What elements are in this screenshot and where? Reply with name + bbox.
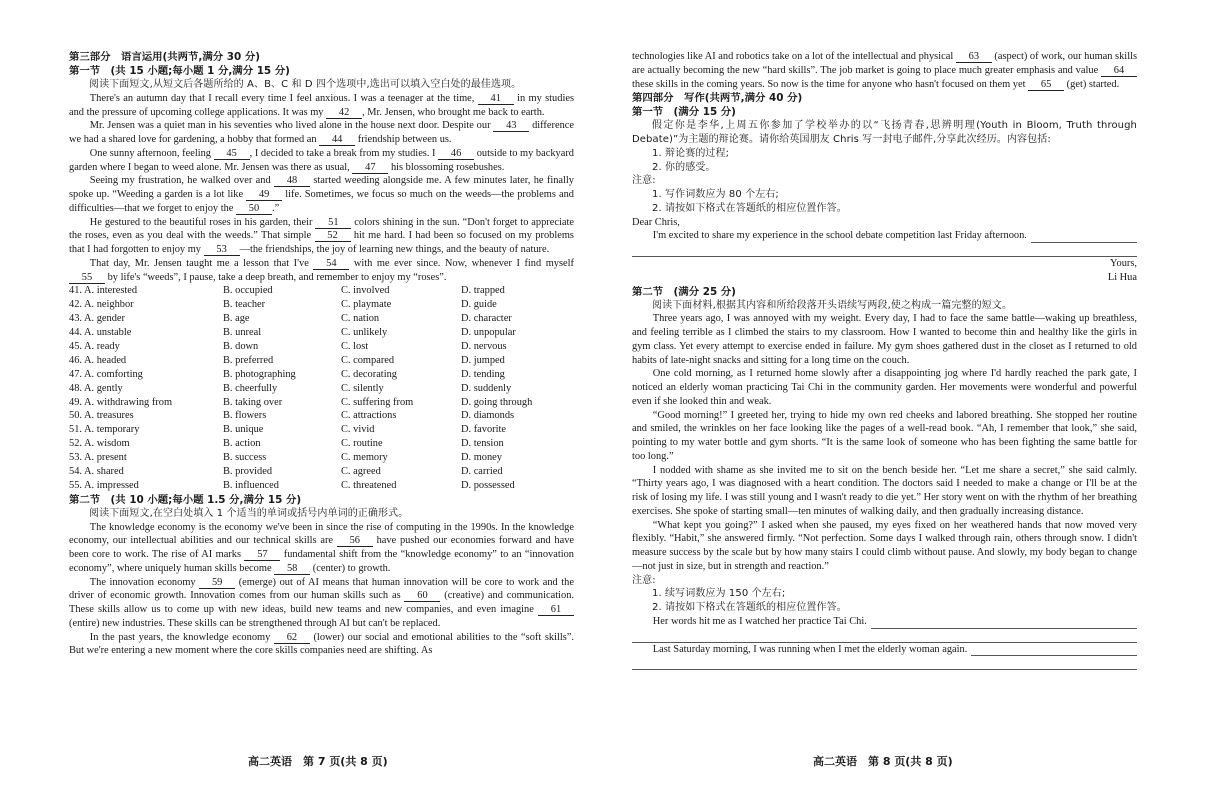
left-column: [69, 50, 574, 750]
option-choice[interactable]: B. occupied: [223, 285, 273, 297]
writing1-heading: 第一节 (满分 15 分): [632, 106, 736, 119]
option-choice[interactable]: D. guide: [461, 299, 497, 311]
option-choice[interactable]: D. trapped: [461, 285, 505, 297]
option-choice[interactable]: D. favorite: [461, 424, 507, 436]
option-choice[interactable]: D. tending: [461, 368, 505, 380]
option-choice[interactable]: C. suffering from: [341, 396, 414, 408]
option-row: [69, 284, 574, 298]
passage-text: In the past years, the knowledge economy: [89, 631, 274, 643]
blank-50[interactable]: 50: [236, 203, 272, 215]
writing1-prompt: 假定你是李华,上周五你参加了学校举办的以“飞扬青春,思辨明理(Youth in Bloom, Truth through Debate)”为主题的辩论赛。请你给英国朋友 Chris 写一封电子邮件,分享此次经历。内容包括:: [632, 120, 1137, 145]
writing1-note-1: 1. 写作词数应为 80 个左右;: [652, 189, 779, 200]
option-row: [69, 368, 574, 382]
option-choice[interactable]: D. going through: [461, 396, 533, 408]
blank-61[interactable]: 61: [538, 604, 574, 616]
option-row: [69, 465, 574, 479]
passage-text: have pushed our economies forward and have been core to work. The rise of AI marks: [69, 535, 574, 561]
passage-text: technologies like AI and robotics take on a lot of the intellectual and physical: [632, 51, 956, 62]
option-choice[interactable]: C. lost: [341, 340, 369, 352]
section1-instructions: 阅读下面短文,从短文后各题所给的 A、B、C 和 D 四个选项中,选出可以填入空白处的最佳选项。: [89, 79, 522, 90]
story-paragraph: “What kept you going?” I asked when she paused, my eyes fixed on her weathered hands that now moved very flexibly. “Habit,” she answered firmly. “Not perfection. Some days I walked through rain, others through snow. I didn't measure success by the scale but by how many stairs I could climb without pause. And slowly, my body began to change—not just in size, but in strength and reaction.”: [632, 519, 1137, 572]
option-choice[interactable]: D. carried: [461, 466, 503, 478]
option-choice[interactable]: C. vivid: [341, 424, 375, 436]
exam-page-8: [603, 0, 1205, 800]
option-choice[interactable]: B. preferred: [223, 354, 274, 366]
option-choice[interactable]: B. cheerfully: [223, 382, 278, 394]
option-choice[interactable]: 49. A. withdrawing from: [69, 396, 173, 408]
passage-text: colors shining in the sun. “Don't forget to appreciate the roses, even as you deal with the weeds.” That simple: [69, 216, 574, 242]
blank-59[interactable]: 59: [199, 577, 235, 589]
story-paragraph: Three years ago, I was annoyed with my weight. Every day, I had to face the same battle—waking up breathless, and feeling terrible as I climbed the stairs to my classroom. How I wanted to become thin and healthy like the girls in gym class. Yet every attempt to exercise ended in failure. My gym shoes gathered dust in the closet as I returned to old habits of late-night snacks and sitting for a long time on the couch.: [632, 313, 1137, 366]
option-choice[interactable]: B. unique: [223, 424, 264, 436]
answer-line[interactable]: [971, 645, 1137, 656]
cloze-paragraph: [69, 147, 574, 175]
passage-text: these skills in the coming years. So now is the time for anyone who hasn't focused on them yet: [632, 78, 1029, 90]
option-choice[interactable]: B. provided: [223, 466, 273, 478]
writing2-heading: 第二节 (满分 25 分): [632, 285, 736, 298]
cloze-options: [69, 284, 574, 493]
blank-58[interactable]: 58: [274, 563, 310, 575]
option-choice[interactable]: 43. A. gender: [69, 313, 125, 325]
blank-62[interactable]: 62: [274, 632, 310, 644]
passage-text: One sunny afternoon, feeling: [89, 147, 214, 159]
page-footer-8: 高二英语 第 8 页(共 8 页): [813, 755, 953, 768]
story-paragraph: I nodded with shame as she invited me to sit on the bench beside her. “Let me share a secret,” she said calmly. “Thirty years ago, I was diagnosed with a heart condition. The doctors said I needed to make a change or I'll be at the risk of losing my life. I was still young and I wasn't ready to die yet.” Her story went on with the rhythm of her breathing exercises. She spoke of starting small—ten minutes of walking daily, and then gradually increasing distance.: [632, 464, 1137, 517]
passage-text: fundamental shift from the “knowledge economy” to an “innovation economy”, where uniquely human skills become: [69, 549, 574, 574]
option-row: [69, 396, 574, 410]
passage-text: —the friendships, the joy of learning new things, and the beauty of nature.: [239, 244, 550, 255]
option-row: [69, 382, 574, 396]
passage-text: .”: [271, 202, 280, 214]
blank-49[interactable]: 49: [246, 189, 282, 201]
option-row: [69, 326, 574, 340]
passage-text: (center) to growth.: [310, 562, 391, 574]
writing2-note-2: 2. 请按如下格式在答题纸的相应位置作答。: [652, 602, 847, 613]
part4-heading: 第四部分 写作(共两节,满分 40 分): [632, 92, 803, 105]
blank-56[interactable]: 56: [337, 535, 373, 547]
option-choice[interactable]: D. unpopular: [461, 326, 516, 338]
option-choice[interactable]: D. nervous: [461, 340, 507, 352]
page-footer-7: 高二英语 第 7 页(共 8 页): [248, 755, 388, 768]
option-choice[interactable]: D. possessed: [461, 479, 515, 491]
answer-line[interactable]: [1031, 232, 1137, 243]
writing1-note-label: 注意:: [632, 175, 656, 187]
blank-42[interactable]: 42: [326, 107, 362, 119]
continuation-para1-line[interactable]: [632, 615, 1137, 629]
letter-start-text: I'm excited to share my experience in the school debate competition last Friday afternoon.: [652, 230, 1027, 242]
blank-53[interactable]: 53: [204, 244, 240, 256]
passage-text: Seeing my frustration, he walked over and: [89, 175, 275, 187]
option-choice[interactable]: 42. A. neighbor: [69, 299, 134, 311]
passage-text: , Mr. Jensen, who brought me back to earth.: [362, 106, 545, 118]
story-paragraph: “Good morning!” I greeted her, trying to hide my own red cheeks and labored breathing. She stopped her routine and smiled, the wrinkles on her face looking like the pages of a well-read book. “Ah, I remember that look,” she said, pointing to my water bottle and gym shorts. “It is the same look of someone who has been fighting the same battle for too long.”: [632, 409, 1137, 462]
option-choice[interactable]: 41. A. interested: [69, 285, 138, 297]
passage-text: (creative) and communication. These skills allow us to come up with new ideas, build new teams and new companies, and even imagine: [69, 590, 574, 616]
grammar-paragraph: [69, 576, 574, 631]
option-choice[interactable]: 51. A. temporary: [69, 424, 140, 436]
option-choice[interactable]: 47. A. comforting: [69, 368, 143, 380]
blank-54[interactable]: 54: [313, 258, 349, 270]
option-row: [69, 409, 574, 423]
answer-line[interactable]: [632, 629, 1137, 643]
continuation-para1-start: Her words hit me as I watched her practice Tai Chi.: [652, 615, 867, 627]
writing2-note-1: 1. 续写词数应为 150 个左右;: [652, 588, 786, 600]
option-choice[interactable]: 50. A. treasures: [69, 410, 134, 422]
option-choice[interactable]: C. threatened: [341, 479, 397, 491]
writing1-point-2: 2. 你的感受。: [652, 161, 716, 173]
option-choice[interactable]: B. flowers: [223, 410, 267, 422]
option-choice[interactable]: B. influenced: [223, 479, 279, 491]
option-choice[interactable]: C. memory: [341, 452, 388, 464]
option-row: [69, 340, 574, 354]
passage-text: There's an autumn day that I recall every time I feel anxious. I was a teenager at the time,: [89, 92, 478, 104]
story-paragraph: One cold morning, as I returned home slowly after a disappointing jog where I'd hardly reached the park gate, I noticed an elderly woman practicing Tai Chi in the community garden. Her movements were wonderful and powerful even if she looked thin and weak.: [632, 368, 1137, 407]
option-row: [69, 423, 574, 437]
option-choice[interactable]: B. teacher: [223, 299, 266, 311]
option-choice[interactable]: B. action: [223, 438, 261, 450]
option-row: [69, 354, 574, 368]
option-choice[interactable]: C. routine: [341, 438, 383, 450]
writing2-instructions: 阅读下面材料,根据其内容和所给段落开头语续写两段,使之构成一篇完整的短文。: [652, 299, 1013, 311]
passage-text: He gestured to the beautiful roses in his garden, their: [89, 216, 316, 228]
blank-44[interactable]: 44: [319, 134, 355, 146]
section2-instructions: 阅读下面短文,在空白处填入 1 个适当的单词或括号内单词的正确形式。: [89, 507, 409, 519]
cloze-paragraph: [69, 174, 574, 215]
passage-text: hit me hard. I had been so focused on my problems that I had forgotten to enjoy my: [69, 230, 574, 255]
option-choice[interactable]: 44. A. unstable: [69, 326, 132, 338]
passage-text: (emerge) out of AI means that human innovation will be core to work and the driver of economic growth. Innovation comes from our human skills such as: [69, 576, 574, 602]
blank-47[interactable]: 47: [352, 162, 388, 174]
writing1-point-1: 1. 辩论赛的过程;: [652, 147, 730, 159]
option-choice[interactable]: B. down: [223, 340, 259, 352]
writing1-note-2: 2. 请按如下格式在答题纸的相应位置作答。: [652, 202, 847, 214]
passage-text: friendship between us.: [355, 134, 452, 145]
passage-text: life. Sometimes, we focus so much on the weeds—the problems and difficulties—that we forget to enjoy the: [69, 189, 574, 214]
part3-heading: 第三部分 语言运用(共两节,满分 30 分): [69, 51, 260, 63]
option-choice[interactable]: C. unlikely: [341, 326, 388, 338]
option-choice[interactable]: C. nation: [341, 313, 380, 325]
option-choice[interactable]: C. decorating: [341, 368, 397, 380]
option-row: [69, 312, 574, 326]
blank-46[interactable]: 46: [438, 148, 474, 160]
option-row: [69, 451, 574, 465]
option-choice[interactable]: 45. A. ready: [69, 340, 120, 352]
blank-63[interactable]: 63: [956, 51, 992, 63]
option-choice[interactable]: 55. A. impressed: [69, 479, 139, 491]
continuation-para2-start: Last Saturday morning, I was running when I met the elderly woman again.: [652, 643, 968, 655]
passage-text: by life's “weeds”, I pause, take a deep breath, and remember to enjoy my “roses”.: [105, 271, 447, 283]
answer-line[interactable]: [632, 243, 1137, 257]
blank-48[interactable]: 48: [274, 175, 310, 187]
cloze-paragraph: [69, 257, 574, 285]
letter-signature: Li Hua: [1107, 271, 1137, 283]
section2-heading: 第二节 (共 10 小题;每小题 1.5 分,满分 15 分): [69, 493, 302, 506]
blank-43[interactable]: 43: [493, 120, 529, 132]
option-choice[interactable]: D. jumped: [461, 354, 505, 366]
option-choice[interactable]: D. diamonds: [461, 410, 515, 422]
passage-text: (aspect) of work, our human skills are actually becoming the new “hard skills”. The job market is going to place much greater emphasis and value: [632, 51, 1137, 76]
cloze-paragraph: [69, 119, 574, 147]
option-choice[interactable]: 46. A. headed: [69, 354, 127, 366]
grammar-paragraph: [69, 521, 574, 576]
passage-text: in my studies and the pressure of upcoming college applications. It was my: [69, 92, 574, 118]
option-choice[interactable]: C. silently: [341, 382, 384, 394]
passage-text: (entire) new industries. These skills can be strengthened through AI but can't be replaced.: [69, 617, 441, 629]
grammar-fill-passage-continued: [632, 50, 1137, 91]
passage-text: with me ever since. Now, whenever I find myself: [349, 257, 574, 269]
passage-text: That day, Mr. Jensen taught me a lesson that I've: [89, 257, 314, 269]
exam-page-7: [0, 0, 602, 800]
writing2-note-label: 注意:: [632, 574, 656, 586]
grammar-fill-passage: [69, 521, 574, 659]
blank-65[interactable]: 65: [1028, 79, 1064, 91]
option-choice[interactable]: 48. A. gently: [69, 382, 123, 394]
option-choice[interactable]: B. taking over: [223, 396, 283, 408]
option-choice[interactable]: B. age: [223, 313, 250, 325]
answer-line[interactable]: [632, 656, 1137, 670]
option-choice[interactable]: B. success: [223, 452, 267, 464]
option-row: [69, 298, 574, 312]
option-choice[interactable]: C. agreed: [341, 466, 381, 478]
blank-45[interactable]: 45: [214, 148, 250, 160]
passage-text: (get) started.: [1064, 78, 1120, 90]
passage-text: difference we had a shared love for gardening, a hobby that formed an: [69, 120, 574, 145]
passage-text: , I decided to take a break from my studies. I: [249, 147, 439, 159]
passage-text: (lower) our social and emotional abilities to the “soft skills”. But we're entering a new moment where the core skills companies need are shifting. As: [69, 631, 574, 657]
option-choice[interactable]: D. suddenly: [461, 382, 512, 394]
passage-text: outside to my backyard garden where I began to weed alone. Mr. Jensen was there as usual,: [69, 147, 574, 173]
continuation-para2-line[interactable]: [632, 643, 1137, 657]
cloze-paragraph: [69, 92, 574, 120]
right-column: [632, 50, 1137, 750]
blank-52[interactable]: 52: [315, 230, 351, 242]
option-choice[interactable]: B. unreal: [223, 326, 262, 338]
option-row: [69, 437, 574, 451]
option-choice[interactable]: C. attractions: [341, 410, 397, 422]
passage-text: Mr. Jensen was a quiet man in his seventies who lived alone in the house next door. Despite our: [89, 120, 494, 132]
blank-55[interactable]: 55: [69, 272, 105, 284]
grammar-paragraph: [69, 631, 574, 659]
continuation-story: [632, 312, 1137, 573]
letter-salutation: Dear Chris,: [632, 216, 680, 228]
option-choice[interactable]: 54. A. shared: [69, 466, 124, 478]
passage-text: The innovation economy: [89, 576, 200, 588]
blank-51[interactable]: 51: [315, 217, 351, 229]
option-choice[interactable]: B. photographing: [223, 368, 296, 380]
grammar-paragraph-continued: [632, 50, 1137, 91]
cloze-passage: [69, 92, 574, 285]
letter-closing: Yours,: [1110, 258, 1137, 269]
passage-text: started weeding alongside me. A few minutes later, he finally spoke up. “Weeding a garden is a lot like: [69, 175, 574, 200]
option-choice[interactable]: 52. A. wisdom: [69, 438, 130, 450]
letter-first-line[interactable]: [632, 229, 1137, 243]
blank-60[interactable]: 60: [404, 590, 440, 602]
answer-line[interactable]: [871, 618, 1137, 629]
option-choice[interactable]: D. tension: [461, 438, 504, 450]
cloze-paragraph: [69, 216, 574, 257]
option-choice[interactable]: 53. A. present: [69, 452, 127, 464]
option-choice[interactable]: C. compared: [341, 354, 395, 366]
option-choice[interactable]: C. playmate: [341, 299, 392, 311]
passage-text: his blossoming rosebushes.: [388, 161, 505, 173]
option-row: [69, 479, 574, 493]
option-choice[interactable]: C. involved: [341, 285, 390, 297]
option-choice[interactable]: D. money: [461, 452, 502, 464]
blank-41[interactable]: 41: [478, 93, 514, 105]
passage-text: The knowledge economy is the economy we've been in since the rise of computing in the 1990s. In the knowledge economy, our intellectual abilities and our technical skills are: [69, 521, 574, 547]
option-choice[interactable]: D. character: [461, 313, 512, 325]
section1-heading: 第一节 (共 15 小题;每小题 1 分,满分 15 分): [69, 65, 290, 77]
blank-64[interactable]: 64: [1101, 65, 1137, 77]
blank-57[interactable]: 57: [244, 549, 280, 561]
